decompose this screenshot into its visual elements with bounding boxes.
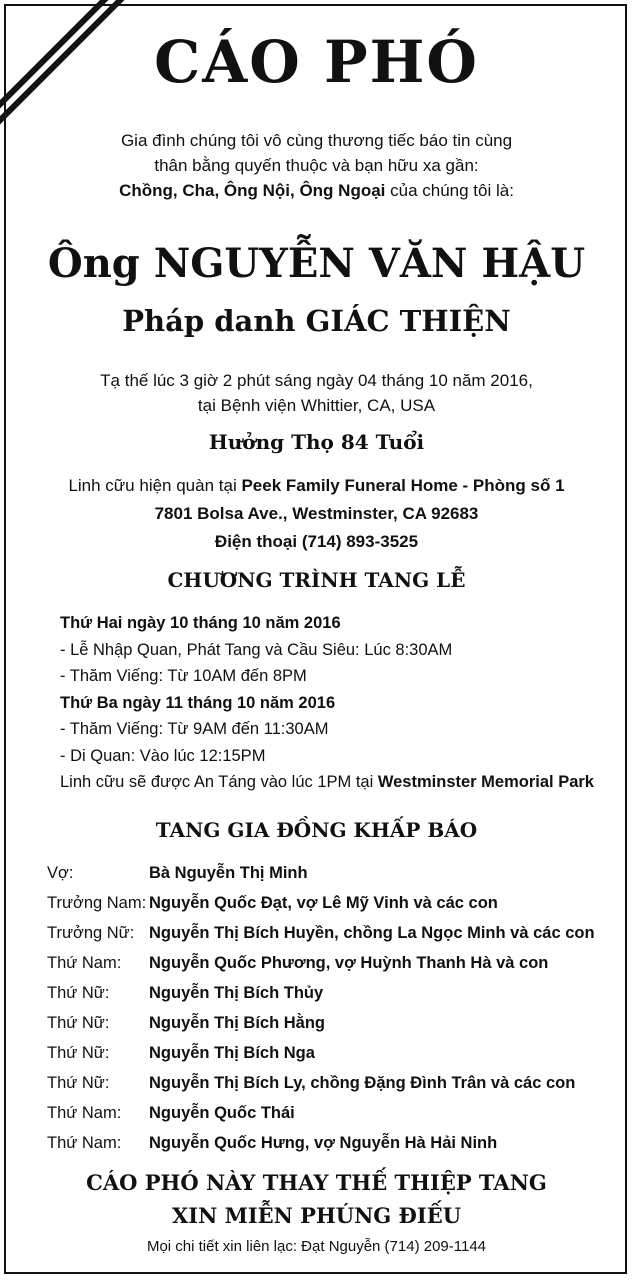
funeral-home-info: Linh cữu hiện quàn tại Peek Family Funeral Home - Phòng số 1 7801 Bolsa Ave., Westminster, CA 92683 Điện thoại (714) 893-3525 bbox=[68, 476, 565, 551]
list-item: Thứ Nam: Nguyễn Quốc Phương, vợ Huỳnh Thanh Hà và con bbox=[47, 954, 549, 972]
closing-text: CÁO PHÓ NÀY THAY THẾ THIỆP TANG XIN MIỄN PHÚNG ĐIẾU bbox=[86, 1170, 547, 1228]
family-list bbox=[47, 858, 595, 1158]
contact-line: Mọi chi tiết xin liên lạc: Đạt Nguyễn (714) 209-1144 bbox=[146, 1238, 487, 1255]
program-day: Thứ Hai ngày 10 tháng 10 năm 2016 bbox=[60, 614, 341, 632]
burial-line: Linh cữu sẽ được An Táng vào lúc 1PM tại Westminster Memorial Park bbox=[60, 773, 594, 791]
death-info: Tạ thế lúc 3 giờ 2 phút sáng ngày 04 tháng 10 năm 2016, tại Bệnh viện Whittier, CA, USA bbox=[100, 371, 533, 415]
program-item: - Lễ Nhập Quan, Phát Tang và Cầu Siêu: Lúc 8:30AM bbox=[60, 640, 453, 659]
list-item: Thứ Nữ: Nguyễn Thị Bích Thủy bbox=[47, 984, 324, 1002]
deceased-name: Ông NGUYỄN VĂN HẬU bbox=[47, 240, 586, 287]
intro-text: Gia đình chúng tôi vô cùng thương tiếc báo tin cùng thân bằng quyến thuộc và bạn hữu xa gần: Chồng, Cha, Ông Nội, Ông Ngoại của chúng tôi là: bbox=[119, 131, 514, 200]
list-item: Thứ Nữ: Nguyễn Thị Bích Nga bbox=[47, 1044, 315, 1062]
list-item: Thứ Nữ: Nguyễn Thị Bích Ly, chồng Đặng Đình Trân và các con bbox=[47, 1074, 576, 1092]
list-item: Thứ Nam: Nguyễn Quốc Thái bbox=[47, 1104, 295, 1122]
program-heading: CHƯƠNG TRÌNH TANG LỄ bbox=[167, 568, 466, 592]
age-line: Hưởng Thọ 84 Tuổi bbox=[208, 430, 425, 454]
family-heading: TANG GIA ĐỒNG KHẤP BÁO bbox=[155, 818, 478, 842]
program-item: - Thăm Viếng: Từ 10AM đến 8PM bbox=[60, 667, 307, 685]
list-item: Trưởng Nữ: Nguyễn Thị Bích Huyền, chồng La Ngọc Minh và các con bbox=[47, 924, 595, 942]
list-item: Thứ Nam: Nguyễn Quốc Hưng, vợ Nguyễn Hà Hải Ninh bbox=[47, 1134, 498, 1152]
list-item: Thứ Nữ: Nguyễn Thị Bích Hằng bbox=[47, 1014, 326, 1032]
list-item: Trưởng Nam: Nguyễn Quốc Đạt, vợ Lê Mỹ Vinh và các con bbox=[47, 894, 498, 912]
program-item: - Di Quan: Vào lúc 12:15PM bbox=[60, 746, 266, 765]
program-schedule bbox=[60, 610, 594, 796]
program-day: Thứ Ba ngày 11 tháng 10 năm 2016 bbox=[60, 693, 336, 712]
program-item: - Thăm Viếng: Từ 9AM đến 11:30AM bbox=[60, 720, 329, 738]
dharma-name: Pháp danh GIÁC THIỆN bbox=[122, 304, 511, 338]
list-item: Vợ: Bà Nguyễn Thị Minh bbox=[47, 864, 308, 882]
notice-title: CÁO PHÓ bbox=[154, 28, 479, 96]
